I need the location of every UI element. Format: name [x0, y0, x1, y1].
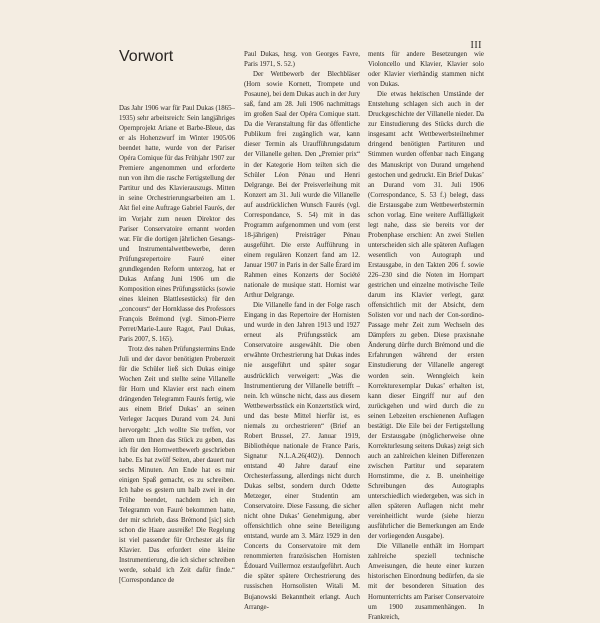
paragraph: Der Wettbewerb der Blechbläser (Horn sowie Kornett, Trompete und Posaune), bei dem Dukas auch in der Jury saß, fand am 28. Juli 1906 nachmittags im großen Saal der Opéra Comique statt. Da die Veranstaltung für das öffentliche Publikum frei zugänglich war, kann dieser Termin als Uraufführungsdatum der Villanelle gelten. Den „Premier prix“ in der Kategorie Horn teilten sich die Schüler Léon Pénau und Henri Delgrange. Bei der Preisverleihung mit Konzert am 31. Juli wurde die Villanelle auf ausdrücklichen Wunsch Faurés (vgl. Correspondance, S. 54) mit in das Programm aufgenommen und vom (erst 18-jährigen) Preisträger Pénau ausgeführt. Die erste Aufführung in einem regulären Konzert fand am 12. Januar 1907 in Paris in der Salle Érard im Rahmen eines Konzerts der Société nationale de musique statt. Hornist war Arthur Delgrange.: [244, 71, 360, 300]
paragraph: Die Villanelle fand in der Folge rasch Eingang in das Repertoire der Hornisten und wurde in den Jahren 1913 und 1927 erneut als Prüfungsstück am Conservatoire ausgewählt. Die oben erwähnte Orchestrierung hat Dukas indes nie ausgeführt und später sogar ausdrücklich verweigert: „Was die Instrumentierung der Villanelle betrifft – nein. Ich wünsche nicht, dass aus diesem Wettbewerbsstück ein Konzertstück wird, und das beste Mittel hierfür ist, es niemals zu orchestrieren“ (Brief an Robert Brussel, 27. Januar 1919, Bibliothèque nationale de France Paris, Signatur N.L.A.26(402)). Dennoch entstand 40 Jahre darauf eine Orchesterfassung, allerdings nicht durch Dukas selbst, sondern durch Odette Metzeger, einer Studentin am Conservatoire. Diese Fassung, die sicher nicht ohne Dukas’ Genehmigung, aber offensichtlich ohne seine Beteiligung entstand, wurde am 3. März 1929 in den Concerts du Conservatoire mit dem renommierten französischen Hornisten Édouard Vuillermoz erstaufgeführt. Auch die später spätere Orchestrierung des russischen Hornsolisten Witali M. Bujanowski Bekanntheit erlangt. Auch Arrange-: [244, 302, 360, 611]
paragraph: ments für andere Besetzungen wie Violoncello und Klavier, Klavier solo oder Klavier vierhändig stammen nicht von Dukas.: [368, 51, 484, 89]
paragraph: Die etwas hektischen Umstände der Entstehung schlagen sich auch in der Druckgeschichte der Villanelle nieder. Da zur Einstudierung des Stücks durch die insgesamt acht Wettbewerbsteilnehmer dringend benötigten Partituren und Stimmen wurden offenbar nach Eingang des Manuskript von Durand umgehend gestochen und gedruckt. Ein Brief Dukas’ an Durand vom 31. Juli 1906 (Correspondance, S. 53 f.) belegt, dass die Erstausgabe zum Wettbewerbstermin schon vorlag. Eine weitere Auffälligkeit legt nahe, dass sie bereits vor der Probenphase erschien: An zwei Stellen unterscheiden sich alle späteren Auflagen wesentlich von Autograph und Erstausgabe, in den Takten 206 f. sowie 226–230 sind die Noten im Hornpart gestrichen und einzelne motivische Teile darum ins Klavier verlegt, ganz offensichtlich mit der Absicht, dem Solisten vor und nach der Con-sordino-Passage mehr Zeit zum Wechseln des Dämpfers zu geben. Diese praxisnahe Änderung dürfte durch Brémond und die Erfahrungen während der ersten Einstudierung der Villanelle angeregt worden sein. Wenngleich kein Korrekturexemplar Dukas’ erhalten ist, kann dieser Eingriff nur auf den zurückgehen und wird durch die zu seinen Lebzeiten erschienenen Auflagen bestätigt. Die Eile bei der Fertigstellung der Erstausgabe (möglicherweise ohne Korrekturlesung seitens Dukas) zeigt sich auch an zahlreichen kleinen Differenzen zwischen Partitur und separatem Hornstimme, die z. B. uneinheitige Schreibungen des Autographs unterschiedlich wiedergeben, was sich in allen späteren Auflagen nicht mehr vereinheitlicht wurde (siehe hierzu ausführlicher die Bemerkungen am Ende der vorliegenden Ausgabe).: [368, 91, 484, 541]
text-column-3: [368, 50, 484, 623]
paragraph: Die Villanelle enthält im Hornpart zahlreiche speziell technische Anweisungen, die heute einer kurzen historischen Einordnung bedürfen, da sie mit der besonderen Situation des Hornunterrichts am Pariser Conservatoire um 1900 zusammenhängen. In Frankreich,: [368, 543, 484, 621]
preface-heading: Vorwort: [119, 47, 174, 65]
text-column-1: [119, 104, 235, 586]
paragraph: Trotz des nahen Prüfungstermins Ende Juli und der davor benötigten Probenzeit für die Schüler ließ sich Dukas einige Wochen Zeit und stellte seine Villanelle für Horn und Klavier erst nach einem drängenden Telegramm Faurés fertig, wie aus einem Brief Dukas’ an seinen Verleger Jacques Durand vom 24. Juni hervorgeht: „Ich wollte Sie treffen, vor allem um Ihnen das Stück zu geben, das ich für den Hornwettbewerb geschrieben habe. Es hat zwölf Seiten, aber dauert nur sechs Minuten. Am Ende hat es mir einigen Spaß gemacht, es zu schreiben. Ich habe es gestern um halb zwei in der Frühe beendet, nachdem ich ein Telegramm von Fauré bekommen hatte, der mir schrieb, dass Brémond [sic] sich schon die Haare ausreiße! Die Regelung ist viel passender für Orchester als für Klavier. Das erfordert eine kleine Instrumentierung, die ich sicher schreiben werde, sobald ich Zeit dafür finde.“ [Correspondance de: [119, 346, 235, 585]
paragraph: Das Jahr 1906 war für Paul Dukas (1865–1935) sehr arbeitsreich: Sein langjähriges Opernprojekt Ariane et Barbe-Bleue, das er als Hohenzwurf im Winter 1905/06 beendet hatte, wurde von der Pariser Opéra Comique für das Frühjahr 1907 zur Premiere angenommen und erforderte nun von ihm die rasche Fertigstellung der Partitur und des Klavierauszugs. Mitten in seine Orchestrierungsarbeiten am 1. Akt fiel eine Auftrage Gabriel Faurés, der im Vorjahr zum neuen Direktor des Pariser Conservatoire ernannt worden war. Für die dortigen jährlichen Gesangs- und Instrumentalwettbewerbe, deren Prüfungsrepertoire Fauré einer grundlegenden Reform unterzog, hat er Dukas Anfang Juni 1906 um die Komposition eines Prüfungsstücks (sowie eines kleinen Blattlesestücks) für den „concours“ der Hornklasse des Professors François Brémond (vgl. Simon-Pierre Perret/Marie-Laure Ragot, Paul Dukas, Paris 2007, S. 165).: [119, 105, 235, 344]
text-column-2: [244, 50, 360, 613]
page-number: III: [470, 40, 482, 51]
paragraph: Paul Dukas, hrsg. von Georges Favre, Paris 1971, S. 52.): [244, 51, 360, 69]
